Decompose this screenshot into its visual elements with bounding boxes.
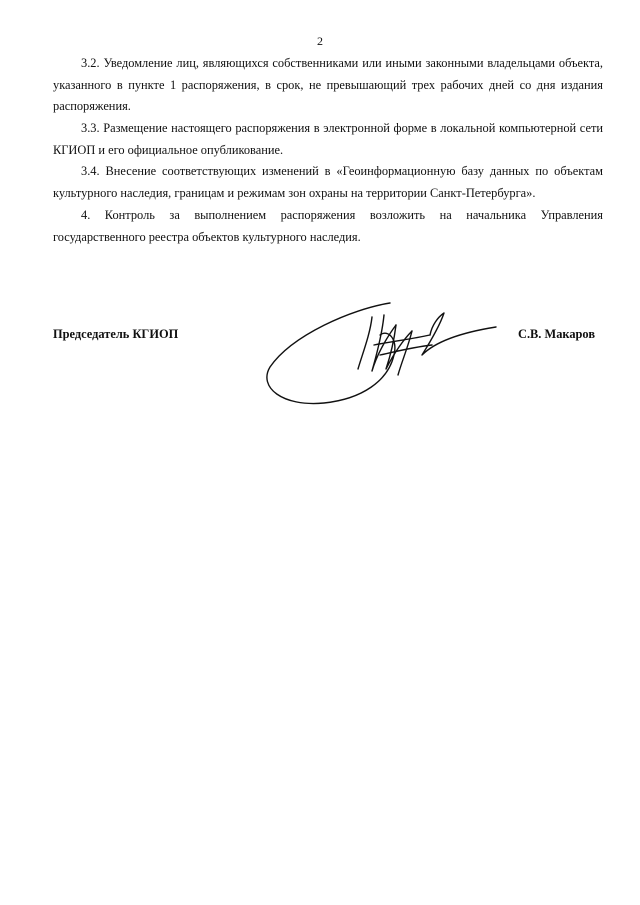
handwritten-signature bbox=[262, 295, 502, 415]
signatory-position: Председатель КГИОП bbox=[53, 327, 179, 341]
paragraph-3-3: 3.3. Размещение настоящего распоряжения в электронной форме в локальной компьютерной сети КГИОП и его официальное опубликование. bbox=[53, 121, 603, 157]
paragraph-3-2: 3.2. Уведомление лиц, являющихся собственниками или иными законными владельцами объекта, указанного в пункте 1 распоряжения, в срок, не превышающий трех рабочих дней со дня издания распоряжения. bbox=[53, 56, 603, 113]
signatory-name: С.В. Макаров bbox=[518, 327, 596, 341]
paragraph-3-4: 3.4. Внесение соответствующих изменений в «Геоинформационную базу данных по объектам культурного наследия, границам и режимам зон охраны на территории Санкт-Петербурга». bbox=[53, 164, 603, 200]
paragraph-4: 4. Контроль за выполнением распоряжения возложить на начальника Управления государственного реестра объектов культурного наследия. bbox=[53, 208, 603, 244]
page-number: 2 bbox=[317, 34, 323, 48]
